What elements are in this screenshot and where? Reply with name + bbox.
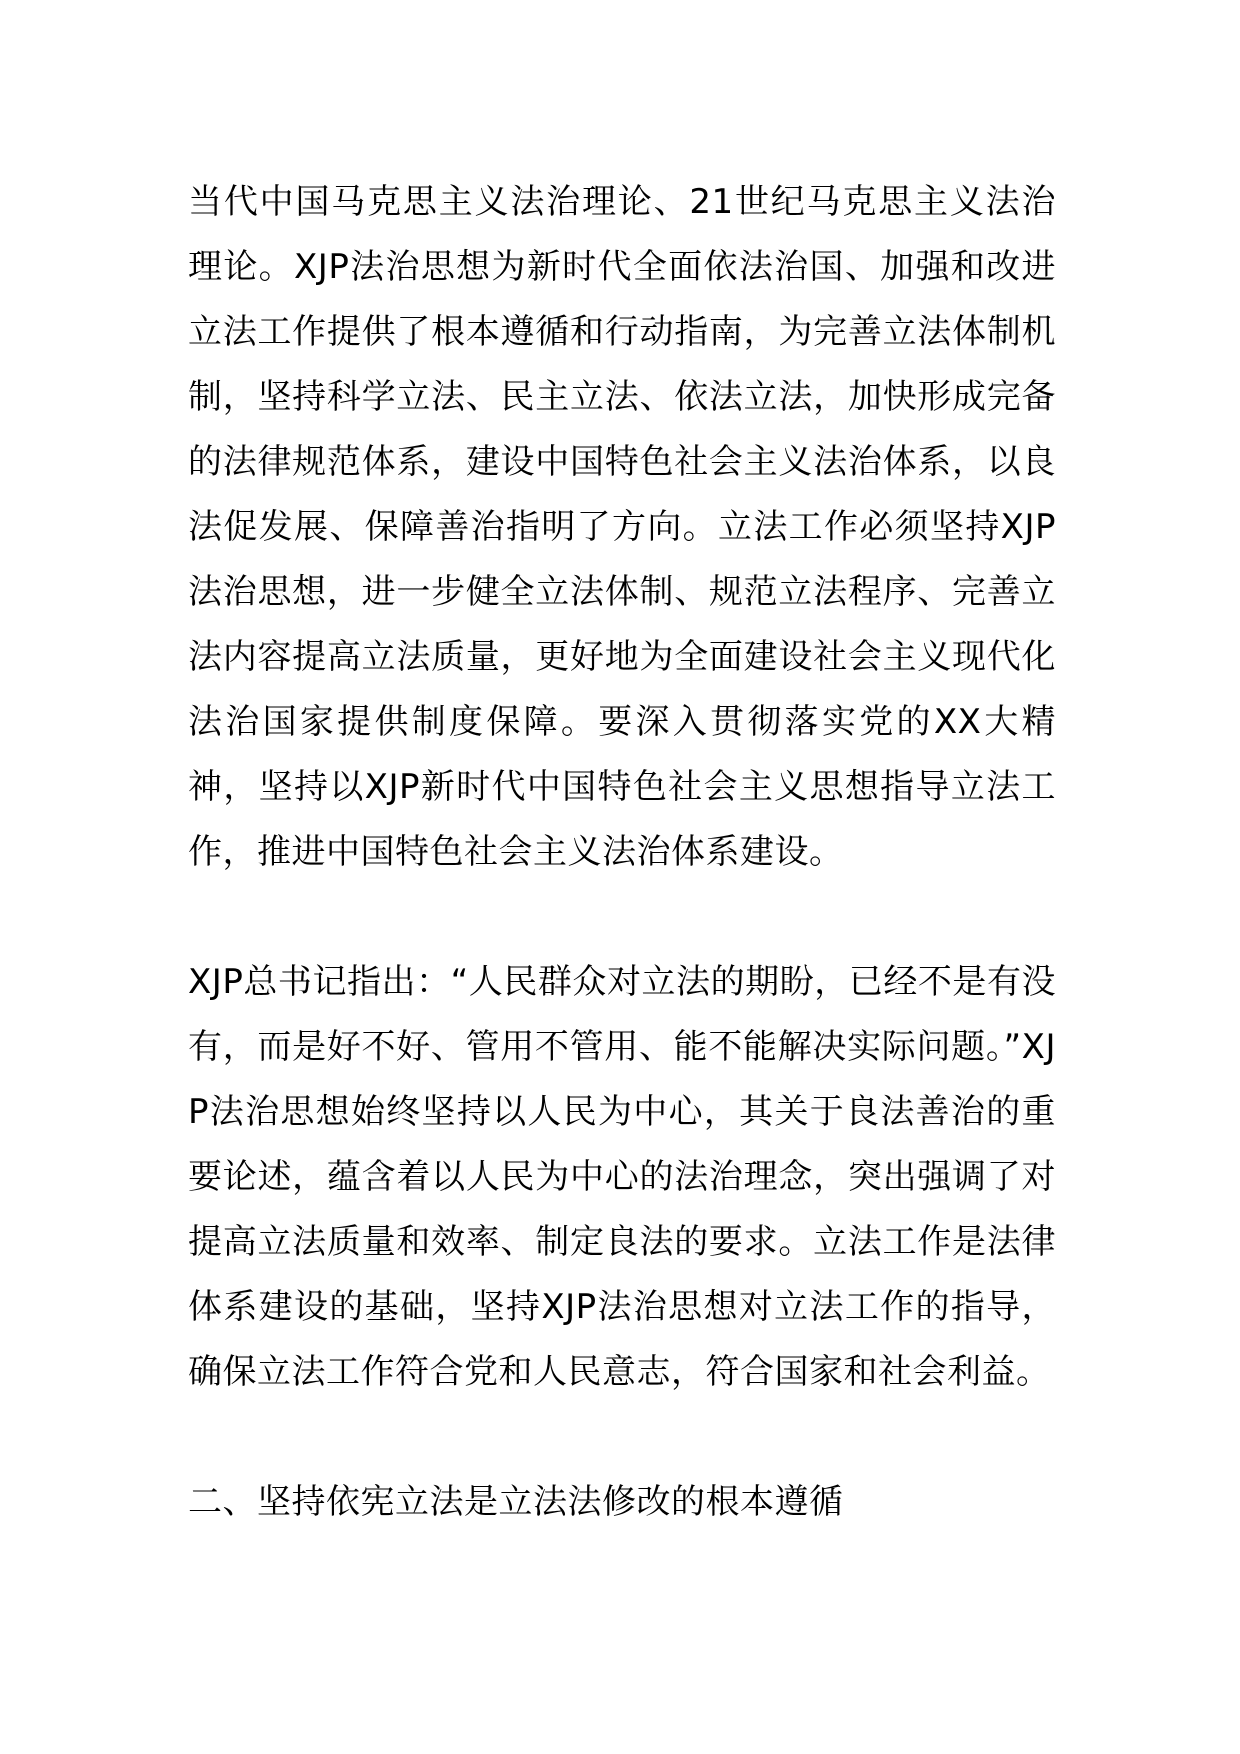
document-body bbox=[188, 170, 1056, 1535]
section-heading: 二、坚持依宪立法是立法法修改的根本遵循 bbox=[188, 1482, 844, 1522]
body-paragraph-2: XJP总书记指出：“人民群众对立法的期盼，已经不是有没有，而是好不好、管用不管用、能不能解决实际问题。”XJP法治思想始终坚持以人民为中心，其关于良法善治的重要论述，蕴含着以人民为中心的法治理念，突出强调了对提高立法质量和效率、制定良法的要求。立法工作是法律体系建设的基础，坚持XJP法治思想对立法工作的指导，确保立法工作符合党和人民意志，符合国家和社会利益。 bbox=[188, 962, 1056, 1392]
body-paragraph-1: 当代中国马克思主义法治理论、21世纪马克思主义法治理论。XJP法治思想为新时代全面依法治国、加强和改进立法工作提供了根本遵循和行动指南，为完善立法体制机制，坚持科学立法、民主立法、依法立法，加快形成完备的法律规范体系，建设中国特色社会主义法治体系，以良法促发展、保障善治指明了方向。立法工作必须坚持XJP法治思想，进一步健全立法体制、规范立法程序、完善立法内容提高立法质量，更好地为全面建设社会主义现代化法治国家提供制度保障。要深入贯彻落实党的XX大精神，坚持以XJP新时代中国特色社会主义思想指导立法工作，推进中国特色社会主义法治体系建设。 bbox=[188, 182, 1056, 872]
